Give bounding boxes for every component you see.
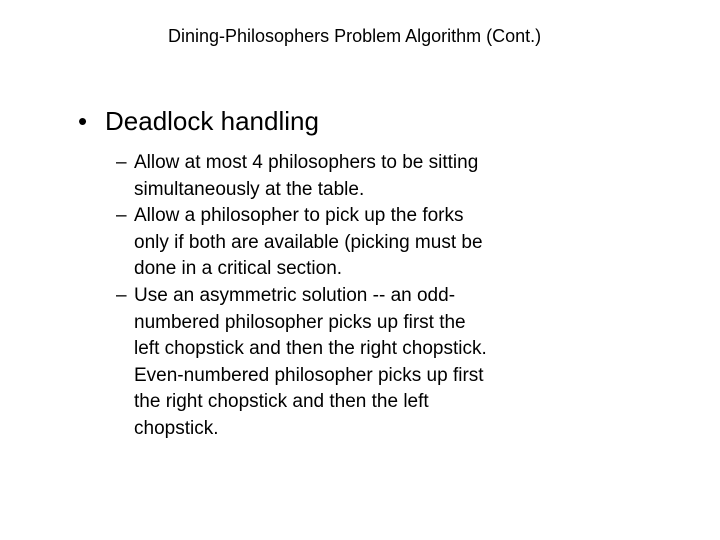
sub-bullet-text: Use an asymmetric solution -- an odd- numbered philosopher picks up first the left chopstick and then the right chopstick. Even-numbered philosopher picks up first the right chopstick and then the left chopstick. <box>134 284 487 439</box>
bullet-icon: • <box>78 106 88 136</box>
sub-bullet-item <box>108 203 578 283</box>
sub-bullet-item <box>108 283 578 443</box>
dash-icon: – <box>116 152 127 173</box>
main-bullet <box>78 104 319 138</box>
sub-bullet-text: Allow a philosopher to pick up the forks only if both are available (picking must be done in a critical section. <box>134 205 483 280</box>
main-bullet-text: Deadlock handling <box>105 106 319 136</box>
sub-bullet-text: Allow at most 4 philosophers to be sitting simultaneously at the table. <box>134 152 479 200</box>
sub-bullet-list <box>108 150 578 443</box>
dash-icon: – <box>116 284 127 306</box>
sub-bullet-item <box>108 150 578 203</box>
slide-title: Dining-Philosophers Problem Algorithm (Cont.) <box>168 26 542 46</box>
dash-icon: – <box>116 205 127 227</box>
